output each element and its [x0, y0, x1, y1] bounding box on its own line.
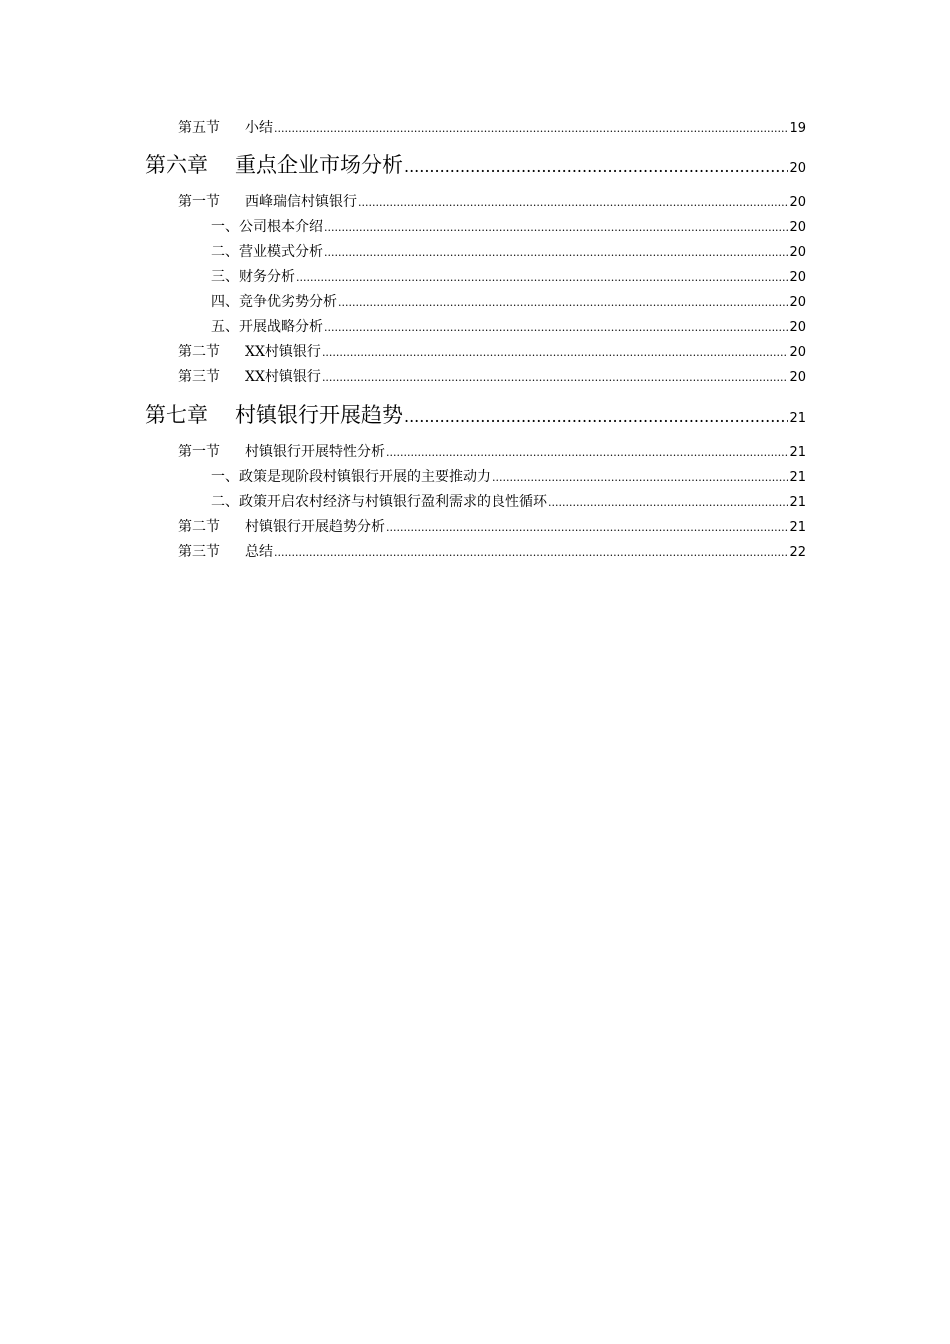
toc-dot-leader — [324, 220, 788, 234]
toc-dot-leader — [322, 345, 789, 359]
toc-dot-leader — [274, 121, 788, 135]
toc-entry-title: XX村镇银行 — [245, 344, 321, 360]
toc-entry-subsection[interactable] — [211, 270, 806, 284]
toc-page-number: 21 — [789, 470, 806, 485]
toc-page-number: 20 — [789, 220, 806, 235]
toc-entry-title: 二、政策开启农村经济与村镇银行盈利需求的良性循环 — [211, 494, 547, 510]
toc-dot-leader — [338, 295, 788, 309]
toc-entry[interactable] — [178, 445, 806, 459]
toc-dot-leader — [404, 155, 788, 176]
toc-entry-title: 三、财务分析 — [211, 269, 295, 285]
toc-entry-label — [178, 195, 357, 209]
toc-entry-label — [178, 345, 321, 359]
toc-entry-subsection[interactable] — [211, 495, 806, 509]
toc-entry-label — [178, 370, 321, 384]
toc-dot-leader — [296, 270, 788, 284]
toc-page-number: 21 — [789, 445, 806, 460]
toc-entry[interactable] — [178, 370, 806, 384]
toc-entry-label — [178, 545, 273, 559]
toc-entry-subsection[interactable] — [211, 295, 806, 309]
toc-entry-number: 第六章 — [145, 153, 208, 177]
toc-page-number: 21 — [789, 495, 806, 510]
toc-entry-label — [145, 405, 403, 426]
toc-page-number: 20 — [789, 320, 806, 335]
toc-dot-leader — [404, 405, 788, 426]
toc-page-number: 22 — [789, 545, 806, 560]
toc-entry-title: 村镇银行开展趋势 — [235, 403, 403, 427]
toc-page-number: 20 — [789, 295, 806, 310]
toc-entry-label — [178, 445, 385, 459]
toc-dot-leader — [386, 445, 788, 459]
toc-page-number: 19 — [789, 121, 806, 136]
toc-entry-chapter[interactable] — [145, 155, 806, 176]
toc-dot-leader — [322, 370, 789, 384]
toc-page-number: 20 — [789, 195, 806, 210]
toc-entry-title: 总结 — [245, 544, 273, 560]
toc-page-number: 20 — [789, 245, 806, 260]
toc-entry[interactable] — [178, 121, 806, 135]
toc-entry-number: 第二节 — [178, 519, 220, 535]
toc-page-number: 20 — [789, 270, 806, 285]
toc-entry-label — [178, 121, 273, 135]
toc-entry-title: 四、竞争优劣势分析 — [211, 294, 337, 310]
toc-entry-title: 村镇银行开展特性分析 — [245, 444, 385, 460]
toc-entry-subsection[interactable] — [211, 470, 806, 484]
toc-dot-leader — [274, 545, 788, 559]
toc-entry[interactable] — [178, 545, 806, 559]
toc-entry-chapter[interactable] — [145, 405, 806, 426]
toc-entry-subsection[interactable] — [211, 220, 806, 234]
toc-entry-label — [145, 155, 403, 176]
toc-entry-title: 一、政策是现阶段村镇银行开展的主要推动力 — [211, 469, 491, 485]
toc-entry-number: 第一节 — [178, 194, 220, 210]
toc-entry-title: 村镇银行开展趋势分析 — [245, 519, 385, 535]
toc-entry[interactable] — [178, 520, 806, 534]
toc-entry-number: 第三节 — [178, 544, 220, 560]
toc-entry-title: XX村镇银行 — [245, 369, 321, 385]
toc-page-number: 20 — [789, 161, 806, 176]
toc-entry-number: 第一节 — [178, 444, 220, 460]
toc-entry-title: 一、公司根本介绍 — [211, 219, 323, 235]
toc-entry-title: 二、营业模式分析 — [211, 244, 323, 260]
toc-entry-label — [178, 520, 385, 534]
toc-page-number: 20 — [789, 370, 806, 385]
toc-dot-leader — [358, 195, 788, 209]
toc-entry-number: 第三节 — [178, 369, 220, 385]
toc-entry-number: 第五节 — [178, 120, 220, 136]
toc-dot-leader — [548, 495, 788, 509]
toc-dot-leader — [492, 470, 788, 484]
toc-entry[interactable] — [178, 345, 806, 359]
toc-dot-leader — [324, 320, 788, 334]
toc-page-number: 21 — [789, 411, 806, 426]
toc-entry-title: 小结 — [245, 120, 273, 136]
toc-entry-number: 第七章 — [145, 403, 208, 427]
toc-entry-number: 第二节 — [178, 344, 220, 360]
toc-entry-title: 五、开展战略分析 — [211, 319, 323, 335]
toc-page-number: 21 — [789, 520, 806, 535]
toc-dot-leader — [386, 520, 788, 534]
toc-entry[interactable] — [178, 195, 806, 209]
toc-entry-title: 重点企业市场分析 — [235, 153, 403, 177]
toc-dot-leader — [324, 245, 788, 259]
toc-entry-subsection[interactable] — [211, 320, 806, 334]
toc-entry-title: 西峰瑞信村镇银行 — [245, 194, 357, 210]
toc-page-number: 20 — [789, 345, 806, 360]
toc-entry-subsection[interactable] — [211, 245, 806, 259]
